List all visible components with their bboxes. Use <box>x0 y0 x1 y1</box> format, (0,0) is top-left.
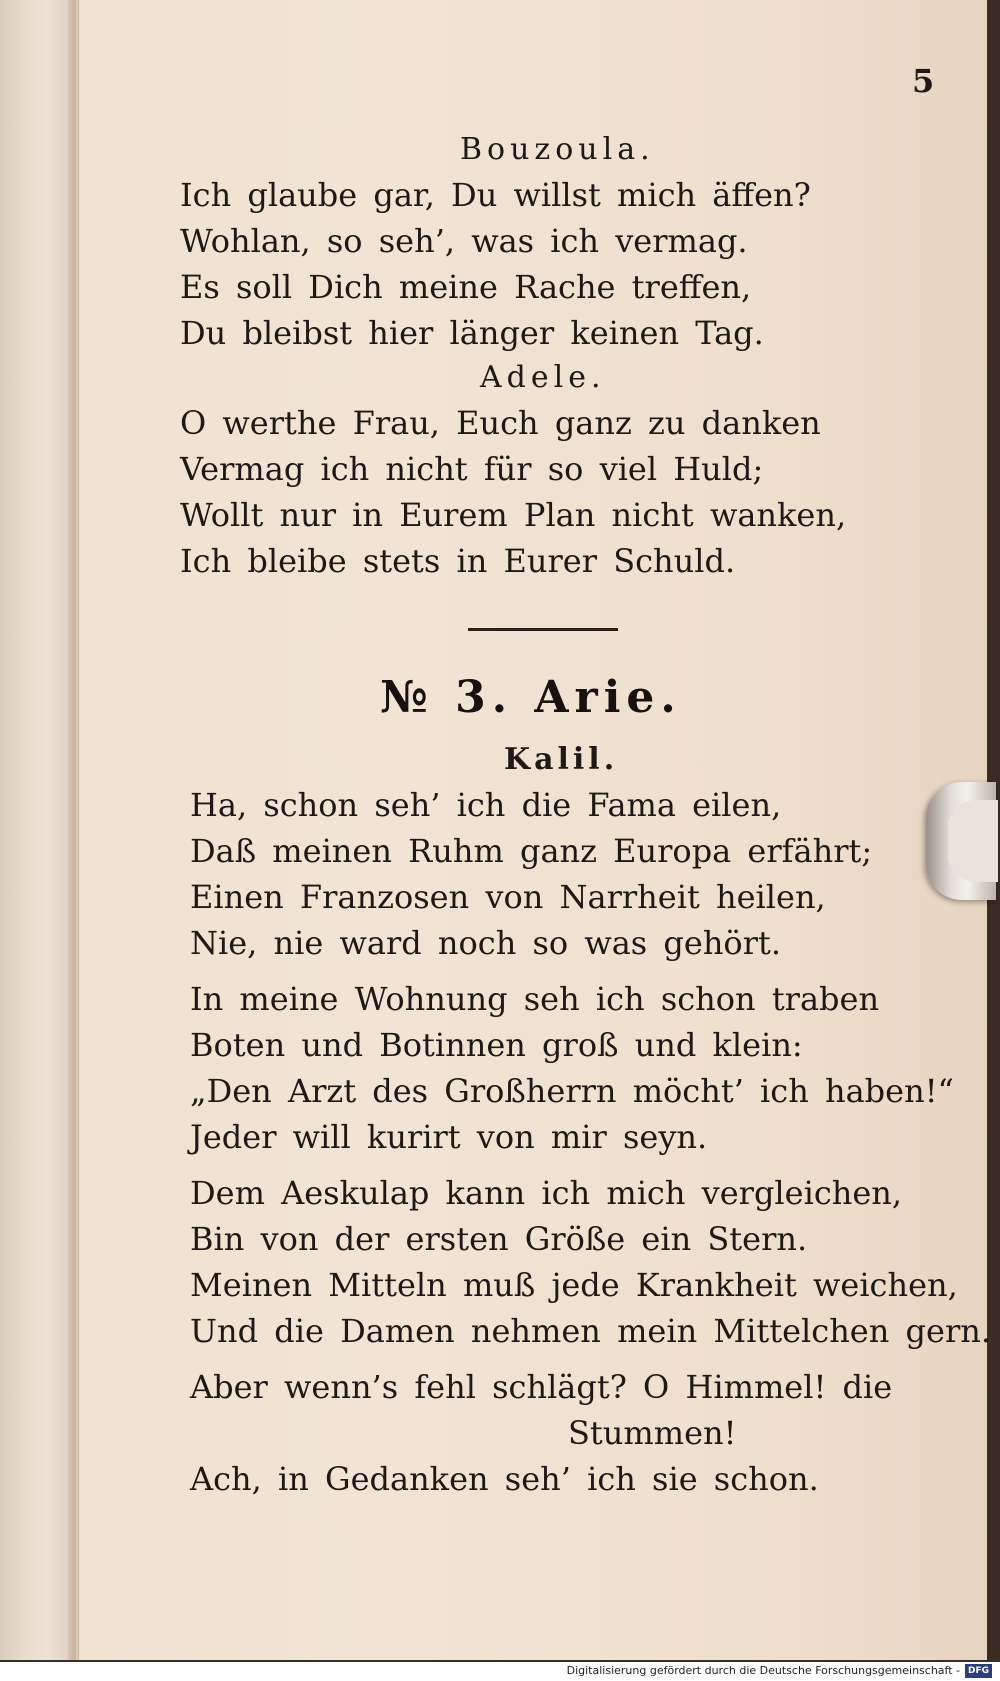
verse-line: In meine Wohnung seh ich schon traben <box>190 980 880 1018</box>
verse-line: Einen Franzosen von Narrheit heilen, <box>190 878 826 916</box>
dfg-logo: DFG <box>965 1664 992 1678</box>
verse-line: Es soll Dich meine Rache treffen, <box>180 268 752 306</box>
speaker-name-kalil: Kalil. <box>504 742 619 777</box>
verse-line: Jeder will kurirt von mir seyn. <box>190 1118 708 1156</box>
aria-section <box>190 738 992 1502</box>
digitization-credit: Digitalisierung gefördert durch die Deutsche Forschungsgemeinschaft - <box>566 1664 960 1677</box>
stanza-gap <box>190 1160 960 1170</box>
verse-line: Ich glaube gar, Du willst mich äffen? <box>180 176 811 214</box>
verse-line: Aber wenn’s fehl schlägt? O Himmel! die <box>190 1368 893 1406</box>
verse-line: Und die Damen nehmen mein Mittelchen gern. <box>190 1312 992 1350</box>
verse-line-continuation: Stummen! <box>568 1414 737 1452</box>
verse-line: Boten und Botinnen groß und klein: <box>190 1026 803 1064</box>
verse-line: Nie, nie ward noch so was gehört. <box>190 924 782 962</box>
verse-line: Ach, in Gedanken seh’ ich sie schon. <box>190 1460 819 1498</box>
verse-line: Meinen Mitteln muß jede Krankheit weichen, <box>190 1266 958 1304</box>
aria-heading: № 3. Arie. <box>380 672 682 723</box>
section-divider <box>468 628 618 631</box>
verse-line: Bin von der ersten Größe ein Stern. <box>190 1220 808 1258</box>
dialogue-section <box>180 128 960 584</box>
verse-line: Wohlan, so seh’, was ich vermag. <box>180 222 748 260</box>
verse-line: Dem Aeskulap kann ich mich vergleichen, <box>190 1174 903 1212</box>
verse-line: Wollt nur in Eurem Plan nicht wanken, <box>180 496 847 534</box>
verse-line: O werthe Frau, Euch ganz zu danken <box>180 404 821 442</box>
gutter-edge <box>68 0 76 1660</box>
stanza-gap <box>190 966 960 976</box>
verse-line: Ha, schon seh’ ich die Fama eilen, <box>190 786 782 824</box>
verse-line: Ich bleibe stets in Eurer Schuld. <box>180 542 736 580</box>
page-number: 5 <box>912 62 935 100</box>
speaker-name-bouzoula: Bouzoula. <box>460 132 655 167</box>
verse-line: Vermag ich nicht für so viel Huld; <box>180 450 764 488</box>
speaker-name-adele: Adele. <box>480 360 606 395</box>
stanza-gap <box>190 1354 960 1364</box>
verse-line: Daß meinen Ruhm ganz Europa erfährt; <box>190 832 873 870</box>
verse-line: „Den Arzt des Großherrn möcht’ ich haben!“ <box>190 1072 954 1110</box>
verse-line: Du bleibst hier länger keinen Tag. <box>180 314 764 352</box>
